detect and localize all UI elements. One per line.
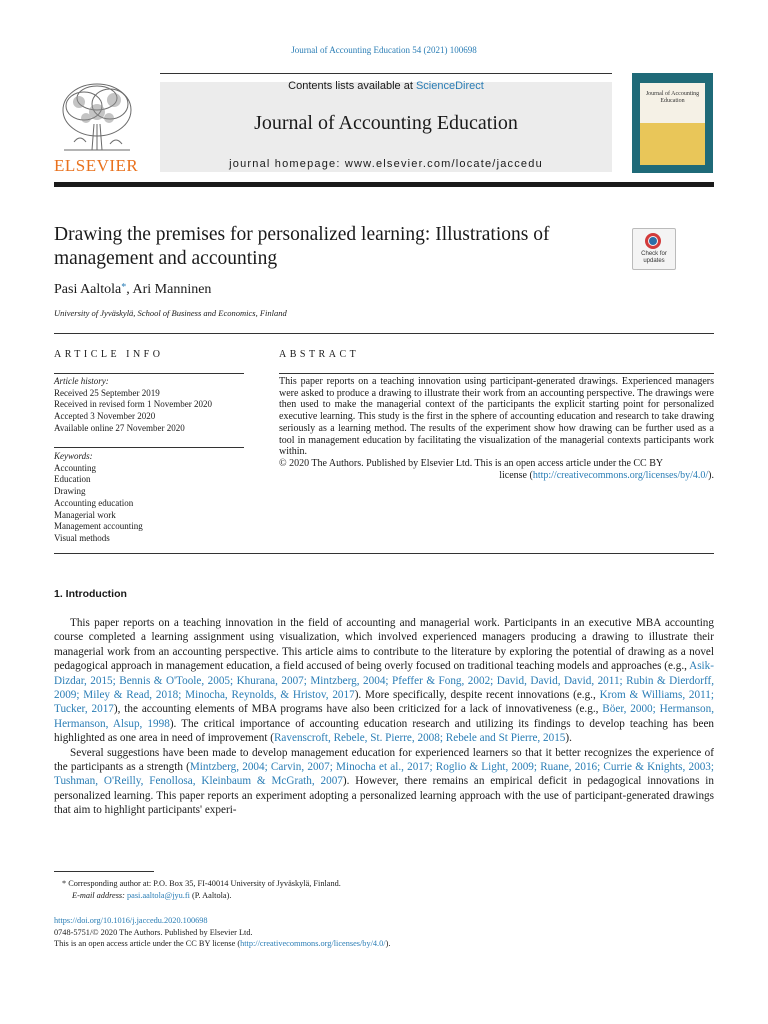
paragraph-text: ). However, there remains an empirical deficit in pedagogical innovations in personalized learning. This paper reports an experiment adopting a personalized learning approach with the use of participant-generated drawings that aim to highlight participants' experi- bbox=[54, 775, 714, 817]
article-info-heading: ARTICLE INFO bbox=[54, 349, 164, 360]
abstract-text: This paper reports on a teaching innovation using participant-generated drawings. Experienced managers were asked to produce a drawing to illustrate their work from an accounting perspective. The drawings were then used to make the managerial context of the participants the explicit starting point for personalized executive learning. This study is the first in the sphere of accounting education and research to take drawing seriously as a learning method. The results of the experiment show how drawing can be further used as a tool in management education by facilitating the visualization of the managerial contexts participants work within. bbox=[279, 376, 714, 458]
author-list bbox=[54, 282, 211, 298]
divider bbox=[279, 373, 714, 374]
article-title: Drawing the premises for personalized learning: Illustrations of management and accounting bbox=[54, 224, 550, 269]
paragraph bbox=[54, 616, 714, 746]
author-name: Pasi Aaltola bbox=[54, 282, 122, 297]
paragraph-text: ). bbox=[565, 732, 572, 745]
divider bbox=[54, 447, 244, 448]
sciencedirect-link[interactable]: ScienceDirect bbox=[415, 80, 484, 92]
citation-link[interactable]: Krom & Williams, 2011; Tucker, 2017 bbox=[54, 689, 715, 716]
journal-cover-image[interactable] bbox=[632, 73, 713, 173]
article-history bbox=[54, 376, 254, 435]
oa-prefix: This is an open access article under the CC BY license ( bbox=[54, 939, 241, 949]
email-note bbox=[54, 890, 714, 902]
paragraph bbox=[54, 746, 714, 818]
header-thick-rule bbox=[54, 182, 714, 187]
contents-line bbox=[160, 80, 612, 92]
journal-citation-link[interactable]: Journal of Accounting Education 54 (2021) 100698 bbox=[291, 45, 477, 55]
paragraph-text: Several suggestions have been made to develop management education for experienced learners so that it better recognizes the experience of the participants as a strength ( bbox=[54, 746, 714, 774]
doi-link[interactable]: https://doi.org/10.1016/j.jaccedu.2020.100698 bbox=[54, 916, 208, 925]
keyword: Management accounting bbox=[54, 521, 143, 532]
introduction-body bbox=[54, 616, 714, 818]
divider bbox=[54, 333, 714, 334]
citation-link[interactable]: Asik-Dizdar, 2015; Bennis & O'Toole, 2005; Khurana, 2007; Mintzberg, 2004; Pfeffer & Fong, 2002; David, David, David, 2011; Rubin & Dierdorff, 2009; Miley & Read, 2018; Minocha, Reynolds, & Hristov, 2017 bbox=[54, 660, 714, 702]
email-label: E-mail address: bbox=[72, 890, 127, 900]
check-updates-button[interactable] bbox=[632, 228, 676, 270]
keyword: Education bbox=[54, 474, 91, 485]
history-item: Received in revised form 1 November 2020 bbox=[54, 399, 212, 410]
corresponding-author-link[interactable]: * bbox=[121, 282, 127, 293]
elsevier-wordmark[interactable]: ELSEVIER bbox=[54, 156, 139, 175]
keyword: Managerial work bbox=[54, 509, 116, 520]
journal-homepage[interactable]: journal homepage: www.elsevier.com/locate/jaccedu bbox=[229, 158, 543, 170]
keywords-label: Keywords: bbox=[54, 451, 93, 461]
history-item: Available online 27 November 2020 bbox=[54, 422, 185, 433]
divider bbox=[54, 373, 244, 374]
history-item: Accepted 3 November 2020 bbox=[54, 411, 156, 422]
oa-suffix: ). bbox=[385, 939, 391, 949]
history-item: Received 25 September 2019 bbox=[54, 387, 160, 398]
oa-line bbox=[54, 938, 714, 950]
history-label: Article history: bbox=[54, 376, 109, 386]
keyword: Drawing bbox=[54, 486, 86, 497]
corresponding-author-note: * Corresponding author at: P.O. Box 35, FI-40014 University of Jyväskylä, Finland. bbox=[62, 879, 341, 888]
abstract-heading: ABSTRACT bbox=[279, 349, 360, 360]
keyword: Visual methods bbox=[54, 532, 110, 543]
footnotes bbox=[54, 878, 714, 901]
abstract-license bbox=[279, 470, 714, 482]
publication-info bbox=[54, 915, 714, 950]
affiliation: University of Jyväskylä, School of Business and Economics, Finland bbox=[54, 308, 287, 318]
citation-link[interactable]: Mintzberg, 2004; Carvin, 2007; Minocha et al., 2017; Roglio & Light, 2009; Ruane, 2016; Currie & Knights, 2003; Tushman, O'Reilly, Fenollosa, Kleinbaum & McGrath, 2007 bbox=[54, 761, 714, 788]
keywords-list bbox=[54, 451, 254, 545]
license-link[interactable]: http://creativecommons.org/licenses/by/4.0/ bbox=[532, 469, 709, 481]
citation-link[interactable]: Böer, 2000; Hermanson, Hermanson, Alsup, 1998 bbox=[54, 703, 714, 730]
contents-prefix: Contents lists available at bbox=[288, 80, 416, 92]
paragraph-text: ), the accounting elements of MBA programs have also been criticized for a lack of innovativeness (e.g., bbox=[113, 703, 603, 716]
email-suffix: (P. Aaltola). bbox=[189, 890, 232, 900]
keyword: Accounting bbox=[54, 462, 96, 473]
license-prefix: license ( bbox=[499, 469, 533, 481]
header-rule bbox=[160, 73, 612, 74]
author-name: , Ari Manninen bbox=[126, 282, 212, 297]
abstract-copyright: © 2020 The Authors. Published by Elsevier Ltd. This is an open access article under the CC BY bbox=[279, 457, 664, 469]
cover-inner bbox=[640, 83, 705, 165]
oa-license-link[interactable]: http://creativecommons.org/licenses/by/4.0/ bbox=[240, 939, 386, 949]
footnote-rule bbox=[54, 871, 154, 872]
license-suffix: ). bbox=[708, 469, 714, 481]
issn-line: 0748-5751/© 2020 The Authors. Published by Elsevier Ltd. bbox=[54, 927, 253, 937]
keyword: Accounting education bbox=[54, 497, 134, 508]
paragraph-text: ). More specifically, despite recent innovations (e.g., bbox=[354, 689, 600, 702]
check-updates-icon-dot bbox=[649, 237, 657, 245]
section-heading: 1. Introduction bbox=[54, 588, 127, 600]
paragraph-text: ). The critical importance of accounting education research and utilizing its findings to develop teaching has been highlighted as one area in need of improvement ( bbox=[54, 717, 714, 745]
citation-link[interactable]: Ravenscroft, Rebele, St. Pierre, 2008; Rebele and St Pierre, 2015 bbox=[273, 732, 566, 745]
email-link[interactable]: pasi.aaltola@jyu.fi bbox=[127, 890, 190, 900]
journal-title: Journal of Accounting Education bbox=[254, 112, 518, 134]
check-updates-label: Check for updates bbox=[641, 251, 667, 264]
paragraph-text: This paper reports on a teaching innovation in the field of accounting and managerial work. Participants in an executive MBA accounting course completed a learning assignment using visualization, which involved experienced managers producing a drawing to illustrate their managerial work from an accounting perspective. This article aims to contribute to the literature by exploring the potential of drawing as a novel pedagogical approach in management education, a field accused of being overly focused on traditional teaching models and approaches (e.g., bbox=[54, 617, 714, 673]
cover-title: Journal of Accounting Education bbox=[640, 83, 705, 123]
abstract bbox=[279, 376, 714, 481]
divider bbox=[54, 553, 714, 554]
